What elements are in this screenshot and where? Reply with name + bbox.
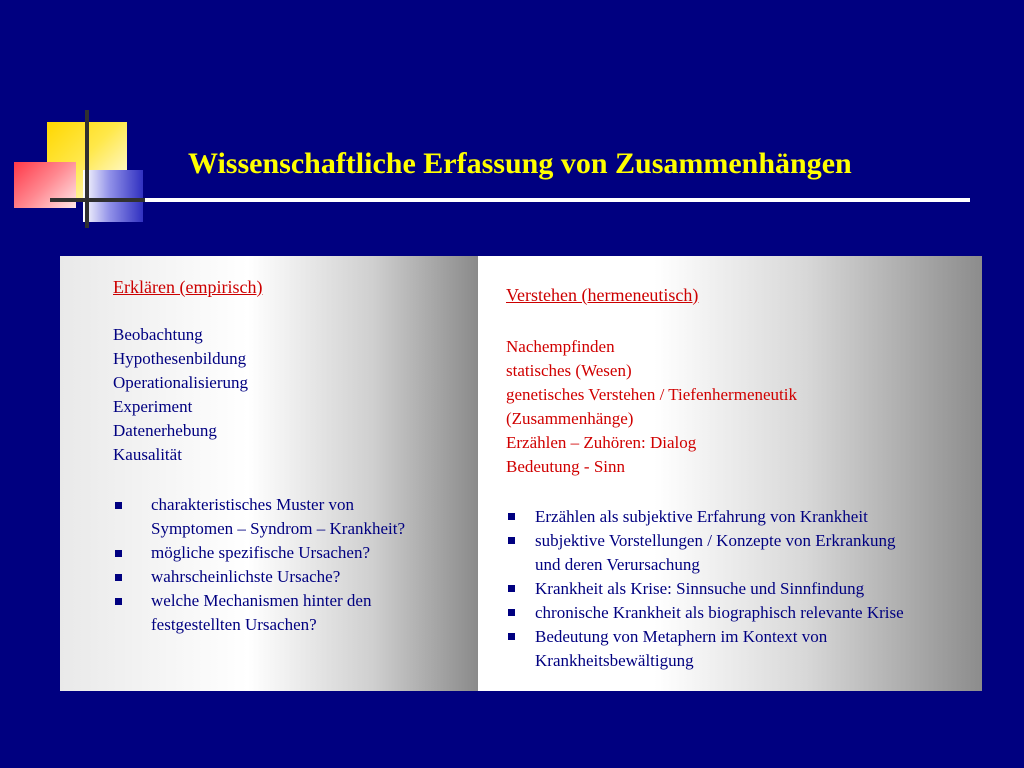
title-underline <box>50 198 970 202</box>
blue-square <box>83 170 143 222</box>
left-term: Operationalisierung <box>113 373 249 392</box>
list-item: Bedeutung von Metaphern im Kontext von Krankheitsbewältigung <box>506 625 976 673</box>
list-item: Erzählen als subjektive Erfahrung von Krankheit <box>506 505 976 529</box>
right-term: Erzählen – Zuhören: Dialog <box>506 433 697 452</box>
right-term: (Zusammenhänge) <box>506 409 634 428</box>
square-bullet-icon <box>115 598 122 605</box>
square-bullet-icon <box>508 537 515 544</box>
vertical-divider-line <box>85 110 89 228</box>
list-item: subjektive Vorstellungen / Konzepte von Erkrankung und deren Verursachung <box>506 529 976 577</box>
title-underline-dark-segment <box>50 198 145 202</box>
list-item: chronische Krankheit als biographisch relevante Krise <box>506 601 976 625</box>
list-item: wahrscheinlichste Ursache? <box>113 565 473 589</box>
list-item: mögliche spezifische Ursachen? <box>113 541 473 565</box>
list-item: welche Mechanismen hinter den festgestellten Ursachen? <box>113 589 473 637</box>
square-bullet-icon <box>115 502 122 509</box>
right-column <box>506 283 976 673</box>
square-bullet-icon <box>508 609 515 616</box>
right-heading: Verstehen (hermeneutisch) <box>506 285 699 305</box>
right-term: Bedeutung - Sinn <box>506 457 625 476</box>
left-column <box>113 275 473 637</box>
square-bullet-icon <box>508 633 515 640</box>
square-bullet-icon <box>115 574 122 581</box>
decorative-squares-logo <box>0 0 160 240</box>
square-bullet-icon <box>508 585 515 592</box>
left-heading: Erklären (empirisch) <box>113 277 263 297</box>
left-bullet-list <box>113 493 473 637</box>
left-term: Kausalität <box>113 445 182 464</box>
list-item: charakteristisches Muster von Symptomen – Syndrom – Krankheit? <box>113 493 473 541</box>
slide-title: Wissenschaftliche Erfassung von Zusammenhängen <box>188 147 852 180</box>
left-term: Beobachtung <box>113 325 203 344</box>
right-term: genetisches Verstehen / Tiefenhermeneutik <box>506 385 797 404</box>
square-bullet-icon <box>115 550 122 557</box>
left-term: Experiment <box>113 397 193 416</box>
right-term: statisches (Wesen) <box>506 361 632 380</box>
left-term: Datenerhebung <box>113 421 217 440</box>
right-bullet-list <box>506 505 976 673</box>
list-item: Krankheit als Krise: Sinnsuche und Sinnfindung <box>506 577 976 601</box>
right-term: Nachempfinden <box>506 337 615 356</box>
square-bullet-icon <box>508 513 515 520</box>
left-term: Hypothesenbildung <box>113 349 247 368</box>
